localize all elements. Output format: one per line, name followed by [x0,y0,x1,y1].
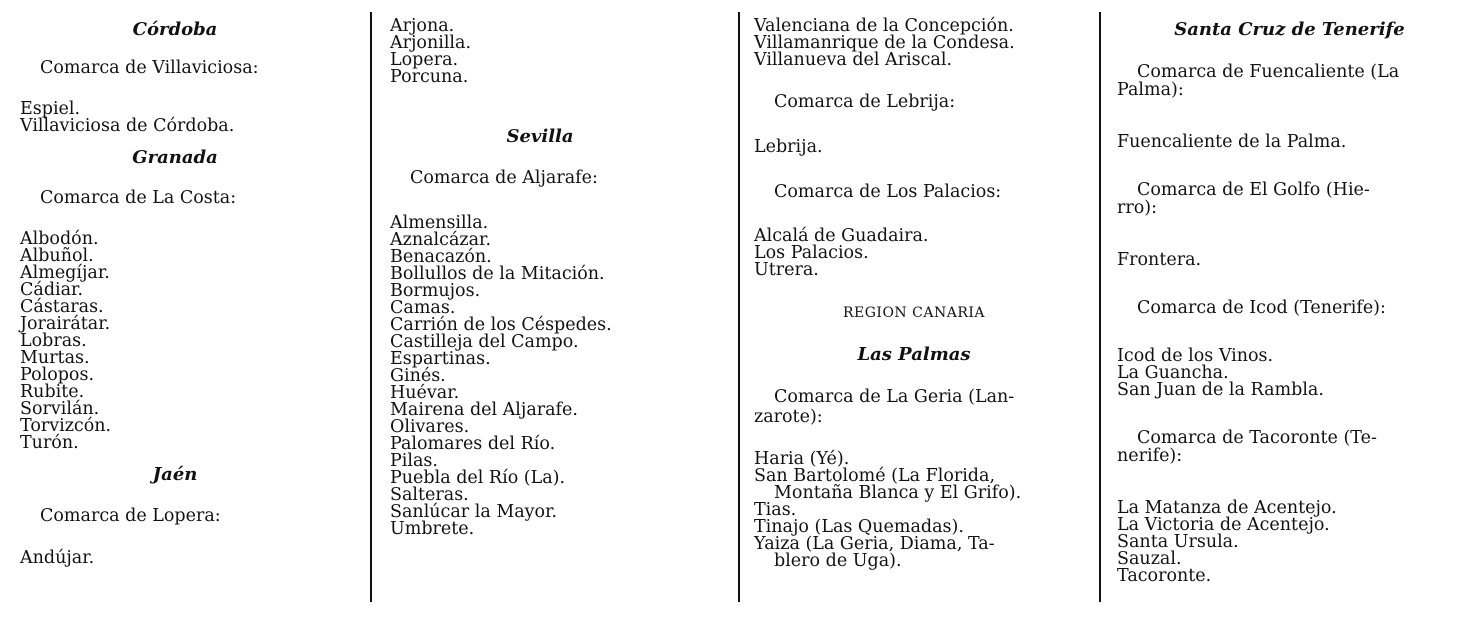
municipality: Sauzal. [1117,549,1182,569]
municipality: Tias. [754,500,797,520]
municipality: Umbrete. [390,519,475,539]
municipality: Rubite. [20,382,85,402]
comarca-heading: Comarca de Aljarafe: [410,168,598,188]
municipality: Alcalá de Guadaira. [754,226,929,246]
column-3 [754,0,1074,633]
municipality: Pilas. [390,451,438,471]
municipality: Fuencaliente de la Palma. [1117,132,1347,152]
municipality: Lopera. [390,50,459,70]
municipality: Castilleja del Campo. [390,332,579,352]
municipality: Camas. [390,298,456,318]
municipality: Villaviciosa de Córdoba. [20,116,235,136]
municipality: Carrión de los Céspedes. [390,315,612,335]
municipality: Sorvilán. [20,399,100,419]
municipality: Bollullos de la Mitación. [390,264,605,284]
municipality: Santa Ursula. [1117,532,1239,552]
municipality: Yaiza (La Geria, Diama, Ta- [754,534,995,554]
comarca-heading: Comarca de Lopera: [40,506,221,526]
province-heading: Jaén [152,464,198,485]
municipality: Tinajo (Las Quemadas). [754,517,964,537]
municipality: Palomares del Río. [390,434,556,454]
municipality: Andújar. [20,548,95,568]
region-heading: REGION CANARIA [842,305,986,321]
municipality: Haria (Yé). [754,449,850,469]
municipality: Villanueva del Ariscal. [754,50,953,70]
municipality: Huévar. [390,383,460,403]
comarca-heading-cont: Palma): [1117,80,1184,100]
municipality: Arjona. [390,16,455,36]
municipality: Arjonilla. [390,33,472,53]
municipality: Murtas. [20,348,90,368]
province-heading: Santa Cruz de Tenerife [1174,19,1405,40]
municipality: Almegíjar. [20,263,110,283]
municipality: Polopos. [20,365,95,385]
comarca-heading-cont: nerife): [1117,446,1183,466]
province-heading: Las Palmas [857,344,971,365]
comarca-heading-cont: rro): [1117,198,1157,218]
municipality-cont: Montaña Blanca y El Grifo). [774,483,1022,503]
municipality: Frontera. [1117,250,1202,270]
municipality: Los Palacios. [754,243,869,263]
province-heading: Granada [132,147,218,168]
municipality: Albuñol. [20,246,94,266]
column-4 [1117,0,1462,633]
column-rule [738,12,740,602]
municipality: Albodón. [20,229,99,249]
municipality: Tacoronte. [1117,566,1212,586]
municipality: Sanlúcar la Mayor. [390,502,558,522]
municipality: Benacazón. [390,247,492,267]
municipality: Bormujos. [390,281,481,301]
municipality: San Juan de la Rambla. [1117,380,1324,400]
municipality: Porcuna. [390,67,469,87]
municipality: Almensilla. [390,213,489,233]
municipality: Turón. [20,433,79,453]
comarca-heading-cont: zarote): [754,407,823,427]
municipality: Lebrija. [754,137,823,157]
municipality: Utrera. [754,260,819,280]
column-rule [1099,12,1101,602]
province-heading: Córdoba [132,19,218,40]
municipality: San Bartolomé (La Florida, [754,466,996,486]
municipality: Aznalcázar. [390,230,492,250]
comarca-heading: Comarca de Icod (Tenerife): [1137,298,1386,318]
municipality: Lobras. [20,331,87,351]
comarca-heading: Comarca de El Golfo (Hie- [1137,180,1370,200]
municipality: Icod de los Vinos. [1117,346,1274,366]
municipality: La Victoria de Acentejo. [1117,515,1330,535]
comarca-heading: Comarca de Fuencaliente (La [1137,62,1400,82]
municipality: Espiel. [20,99,81,119]
column-1 [20,0,330,633]
municipality: Villamanrique de la Condesa. [754,33,1015,53]
comarca-heading: Comarca de Lebrija: [774,92,956,112]
municipality: La Guancha. [1117,363,1229,383]
comarca-heading: Comarca de Los Palacios: [774,182,1002,202]
municipality: Ginés. [390,366,446,386]
municipality: Torvizcón. [20,416,112,436]
province-heading: Sevilla [506,126,574,147]
municipality: La Matanza de Acentejo. [1117,498,1337,518]
municipality: Cástaras. [20,297,104,317]
municipality: Mairena del Aljarafe. [390,400,578,420]
municipality: Jorairátar. [20,314,111,334]
municipality-cont: blero de Uga). [774,551,902,571]
column-rule [370,12,372,602]
municipality: Valenciana de la Concepción. [754,16,1014,36]
comarca-heading: Comarca de Tacoronte (Te- [1137,428,1377,448]
column-2 [390,0,690,633]
municipality: Olivares. [390,417,470,437]
comarca-heading: Comarca de La Costa: [40,188,237,208]
comarca-heading: Comarca de Villaviciosa: [40,58,259,78]
municipality: Puebla del Río (La). [390,468,566,488]
municipality: Espartinas. [390,349,491,369]
municipality: Cádiar. [20,280,84,300]
municipality: Salteras. [390,485,469,505]
comarca-heading: Comarca de La Geria (Lan- [774,387,1015,407]
